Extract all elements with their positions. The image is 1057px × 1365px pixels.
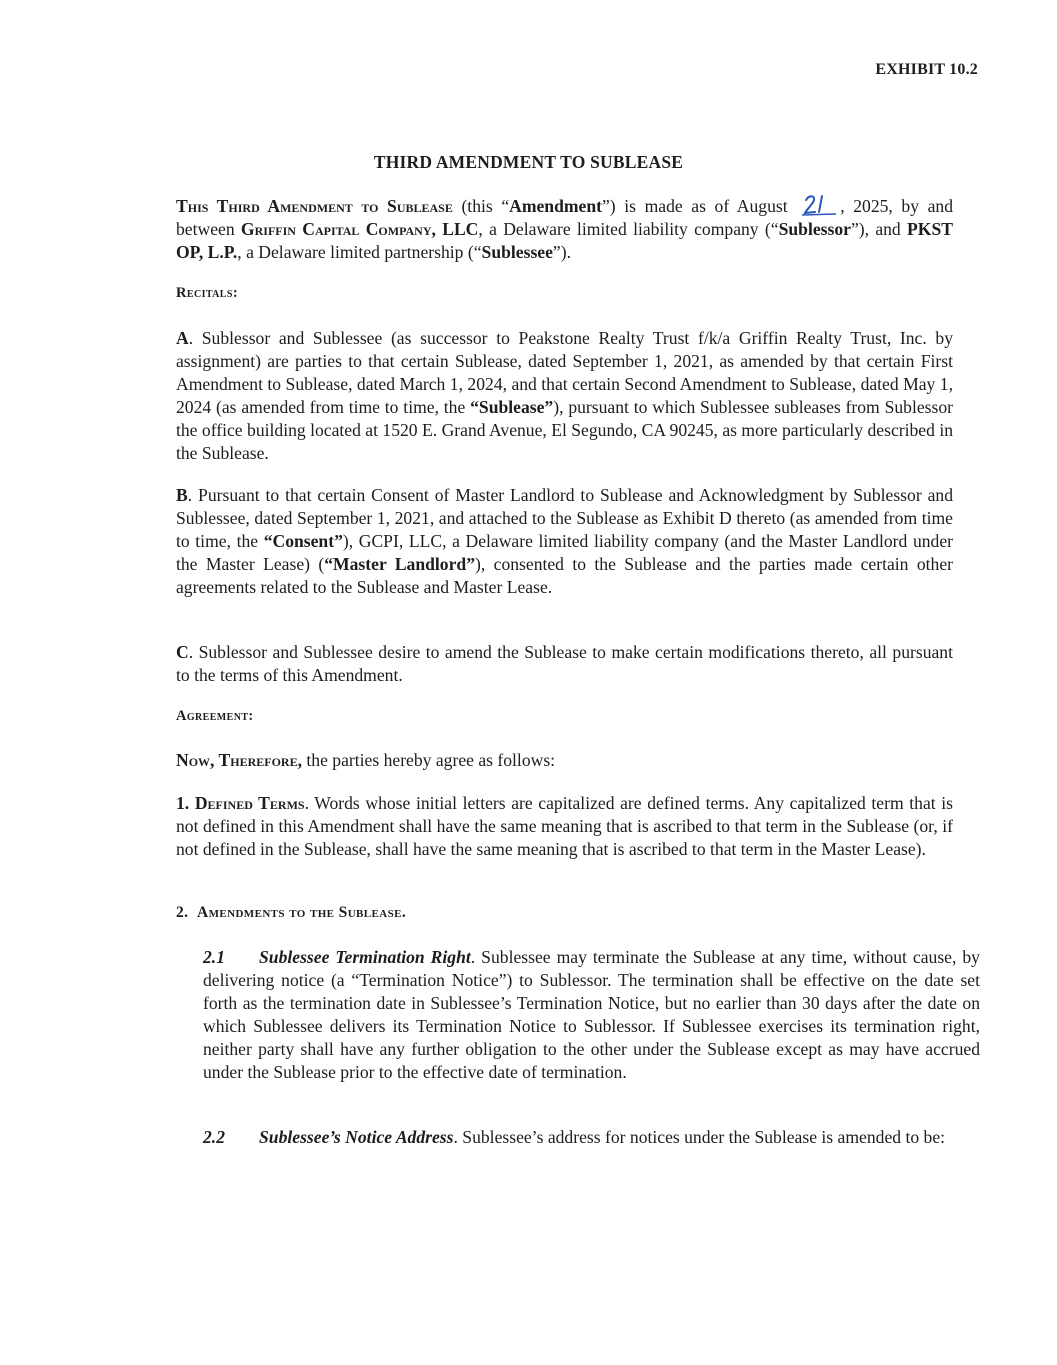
recital-a: A. Sublessor and Sublessee (as successor to Peakstone Realty Trust f/k/a Griffin Realty Trust, Inc. by assignment) are parties to that certain Sublease, dated September 1, 2021, as amended by that certain First Amendment to Sublease, dated March 1, 2024, and that certain Second Amendment to Sublease, dated May 1, 2024 (as amended from time to time, the “Sublease”), pursuant to which Sublessee subleases from Sublessor the office building located at 1520 E. Grand Avenue, El Segundo, CA 90245, as more particularly described in the Sublease.	[176, 328, 953, 463]
intro-paragraph: This Third Amendment to Sublease (this “Amendment”) is made as of August , 2025, by and between Griffin Capital Company, LLC, a Delaware limited liability company (“Sublessor”), and PKST OP, L.P., a Delaware limited partnership (“Sublessee”).	[176, 196, 953, 262]
amendment-term: Amendment	[509, 196, 602, 216]
document-title: THIRD AMENDMENT TO SUBLEASE	[373, 152, 684, 172]
recital-a-label: A	[176, 328, 189, 348]
intro-lead: This Third Amendment to Sublease	[176, 196, 453, 216]
section-2-2-number: 2.2	[203, 1127, 225, 1147]
master-landlord-term: “Master Landlord”	[324, 554, 475, 574]
agreement-heading: Agreement:	[176, 708, 254, 724]
section-2-1-title: Sublessee Termination Right	[259, 947, 471, 967]
section-1-defined-terms: 1. Defined Terms. Words whose initial letters are capitalized are defined terms. Any capitalized term that is not defined in this Amendment shall have the same meaning that is ascribed to that term in the Sublease (or, if not defined in the Sublease, shall have the same meaning that is ascribed to that term in the Master Lease).	[176, 793, 953, 859]
sublessor-name: Griffin Capital Company, LLC	[240, 219, 479, 239]
section-2-2-notice-address: 2.2 Sublessee’s Notice Address. Sublessee’s address for notices under the Sublease is amended to be:	[203, 1127, 946, 1147]
section-2-number: 2.	[176, 904, 189, 921]
sublessee-name: PKST OP, L.P.	[176, 219, 953, 262]
sublessee-term: Sublessee	[481, 242, 553, 262]
handwritten-date-signature	[802, 194, 836, 216]
section-2-1-termination-right: 2.1 Sublessee Termination Right. Sublessee may terminate the Sublease at any time, without cause, by delivering notice (a “Termination Notice”) to Sublessor. The termination shall be effective on the date set forth as the termination date in Sublessee’s Termination Notice, but no earlier than 30 days after the date on which Sublessee delivers its Termination Notice to Sublessor. If Sublessee exercises its termination right, neither party shall have any further obligation to the other under the Sublease except as may have accrued under the Sublease prior to the effective date of termination.	[203, 947, 980, 1082]
exhibit-label: EXHIBIT 10.2	[875, 61, 978, 78]
now-therefore-paragraph: Now, Therefore, the parties hereby agree as follows:	[176, 750, 556, 770]
section-1-number: 1.	[176, 793, 190, 813]
consent-term: “Consent”	[263, 531, 343, 551]
section-2-1-number: 2.1	[203, 947, 225, 967]
section-2-heading	[176, 904, 406, 922]
sublessor-term: Sublessor	[778, 219, 851, 239]
recital-b: B. Pursuant to that certain Consent of Master Landlord to Sublease and Acknowledgment by Sublessor and Sublessee, dated September 1, 2021, and attached to the Sublease as Exhibit D thereto (as amended from time to time, the “Consent”), GCPI, LLC, a Delaware limited liability company (and the Master Landlord under the Master Lease) (“Master Landlord”), consented to the Sublease and the parties made certain other agreements related to the Sublease and Master Lease.	[176, 485, 954, 597]
recital-c-label: C	[176, 642, 189, 662]
section-2-title: Amendments to the Sublease.	[197, 904, 407, 921]
now-therefore-lead: Now, Therefore,	[176, 750, 302, 770]
sublease-term: “Sublease”	[470, 397, 554, 417]
recitals-heading: Recitals:	[176, 285, 239, 301]
recital-c: C. Sublessor and Sublessee desire to amend the Sublease to make certain modifications thereto, all pursuant to the terms of this Amendment.	[176, 642, 953, 685]
recital-b-label: B	[176, 485, 188, 505]
section-2-2-title: Sublessee’s Notice Address	[259, 1127, 454, 1147]
section-1-title: Defined Terms	[194, 793, 305, 813]
